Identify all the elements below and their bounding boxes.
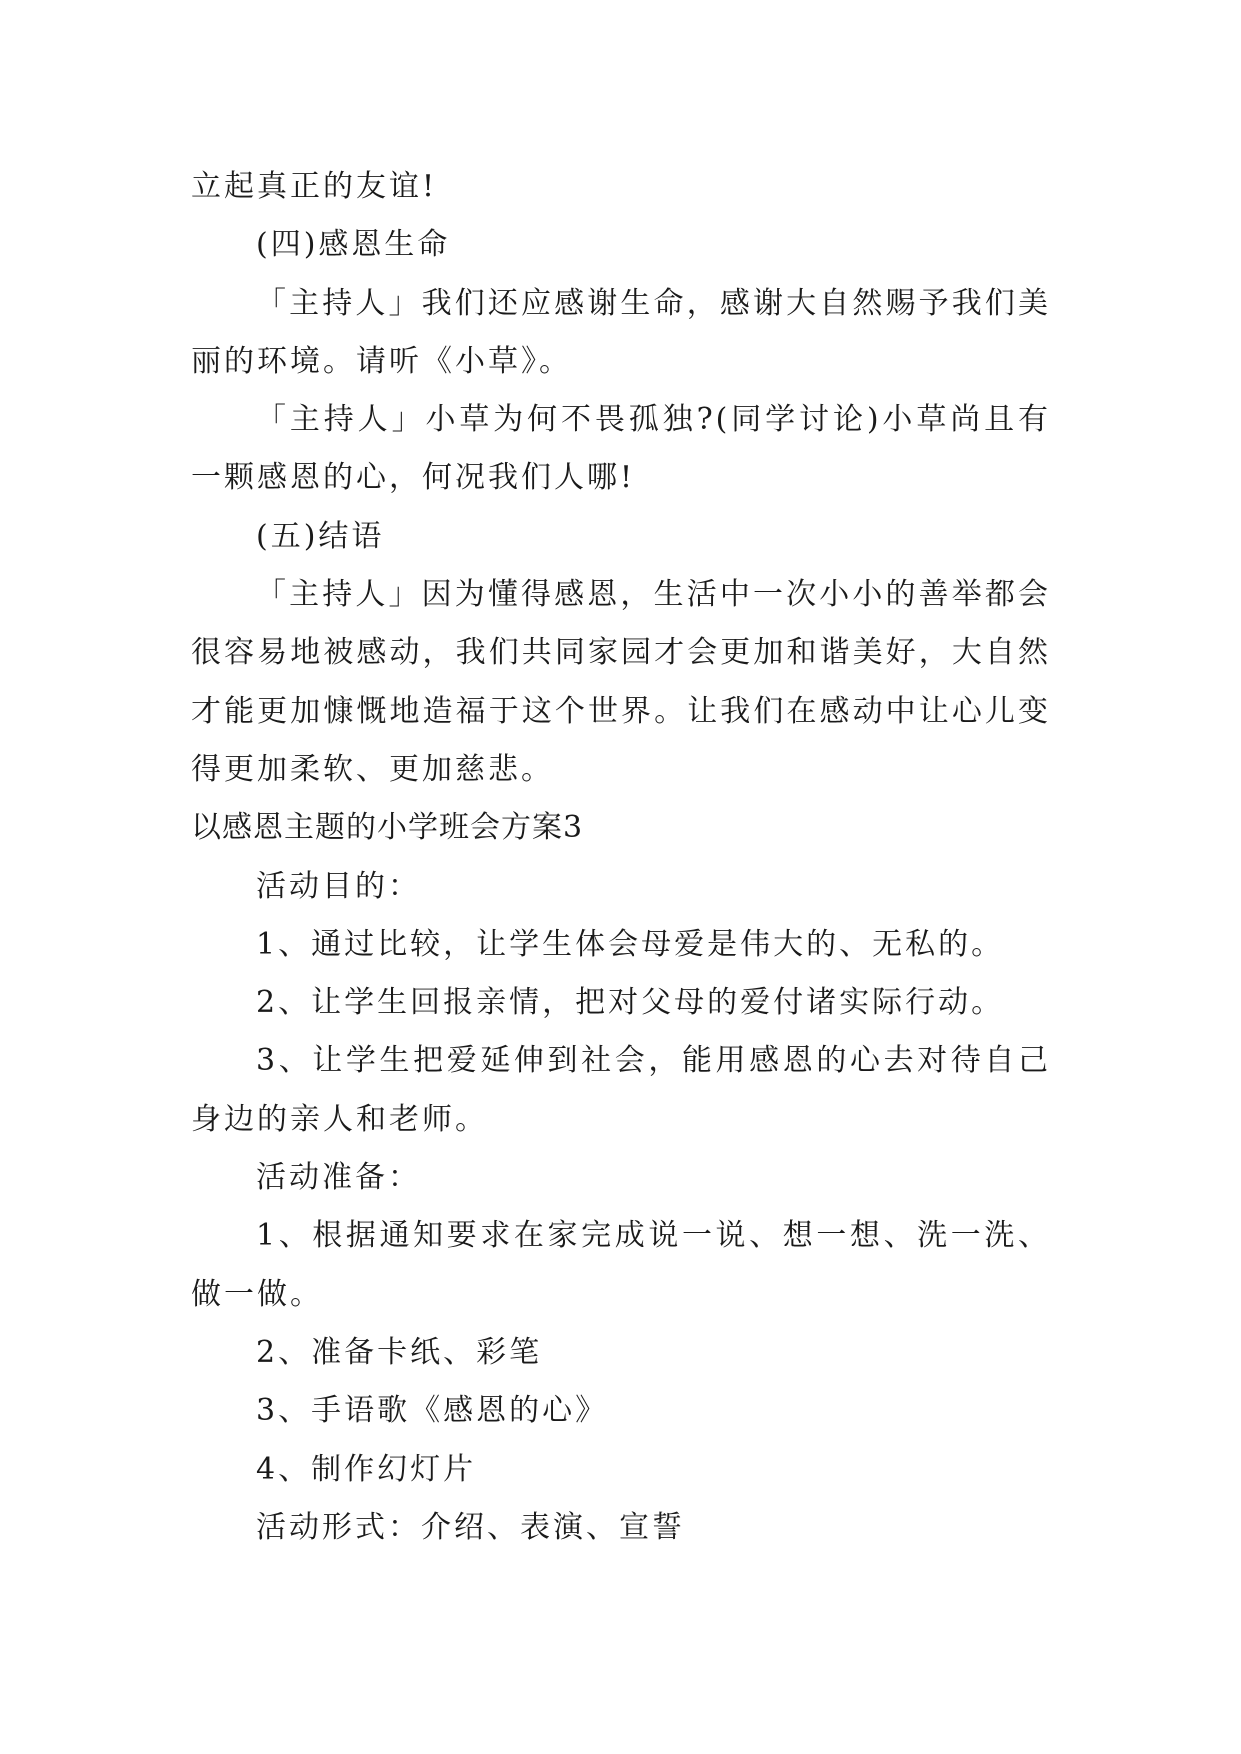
- text-line: 才能更加慷慨地造福于这个世界。让我们在感动中让心儿变: [191, 693, 1051, 729]
- text-line: 身边的亲人和老师。: [191, 1101, 488, 1137]
- document-body: [191, 158, 1051, 1557]
- section-heading: 活动目的：: [256, 868, 421, 904]
- text-line: 得更加柔软、更加慈悲。: [191, 751, 554, 787]
- list-item: 4、制作幻灯片: [256, 1451, 477, 1487]
- section-heading: (四)感恩生命: [256, 227, 451, 263]
- text-line: 丽的环境。请听《小草》。: [191, 343, 572, 379]
- section-heading: (五)结语: [256, 518, 385, 554]
- text-line: 「主持人」我们还应感谢生命，感谢大自然赐予我们美: [256, 285, 1051, 321]
- list-item: 2、准备卡纸、彩笔: [256, 1334, 543, 1370]
- document-title: 以感恩主题的小学班会方案3: [191, 810, 584, 846]
- text-line: 做一做。: [191, 1276, 323, 1312]
- list-item: 1、通过比较，让学生体会母爱是伟大的、无私的。: [256, 926, 1005, 962]
- list-item: 2、让学生回报亲情，把对父母的爱付诸实际行动。: [256, 985, 1005, 1021]
- text-line: 立起真正的友谊!: [191, 169, 438, 204]
- text-line: 很容易地被感动，我们共同家园才会更加和谐美好，大自然: [191, 635, 1051, 671]
- text-line: 「主持人」因为懂得感恩，生活中一次小小的善举都会: [256, 577, 1051, 613]
- section-heading: 活动准备：: [256, 1160, 421, 1196]
- text-line: 「主持人」小草为何不畏孤独?(同学讨论)小草尚且有: [256, 402, 1051, 438]
- text-line: 一颗感恩的心，何况我们人哪!: [191, 460, 636, 496]
- section-heading: 活动形式：介绍、表演、宣誓: [256, 1509, 685, 1545]
- list-item: 3、让学生把爱延伸到社会，能用感恩的心去对待自己: [256, 1043, 1051, 1079]
- list-item: 3、手语歌《感恩的心》: [256, 1393, 609, 1429]
- list-item: 1、根据通知要求在家完成说一说、想一想、洗一洗、: [256, 1218, 1051, 1254]
